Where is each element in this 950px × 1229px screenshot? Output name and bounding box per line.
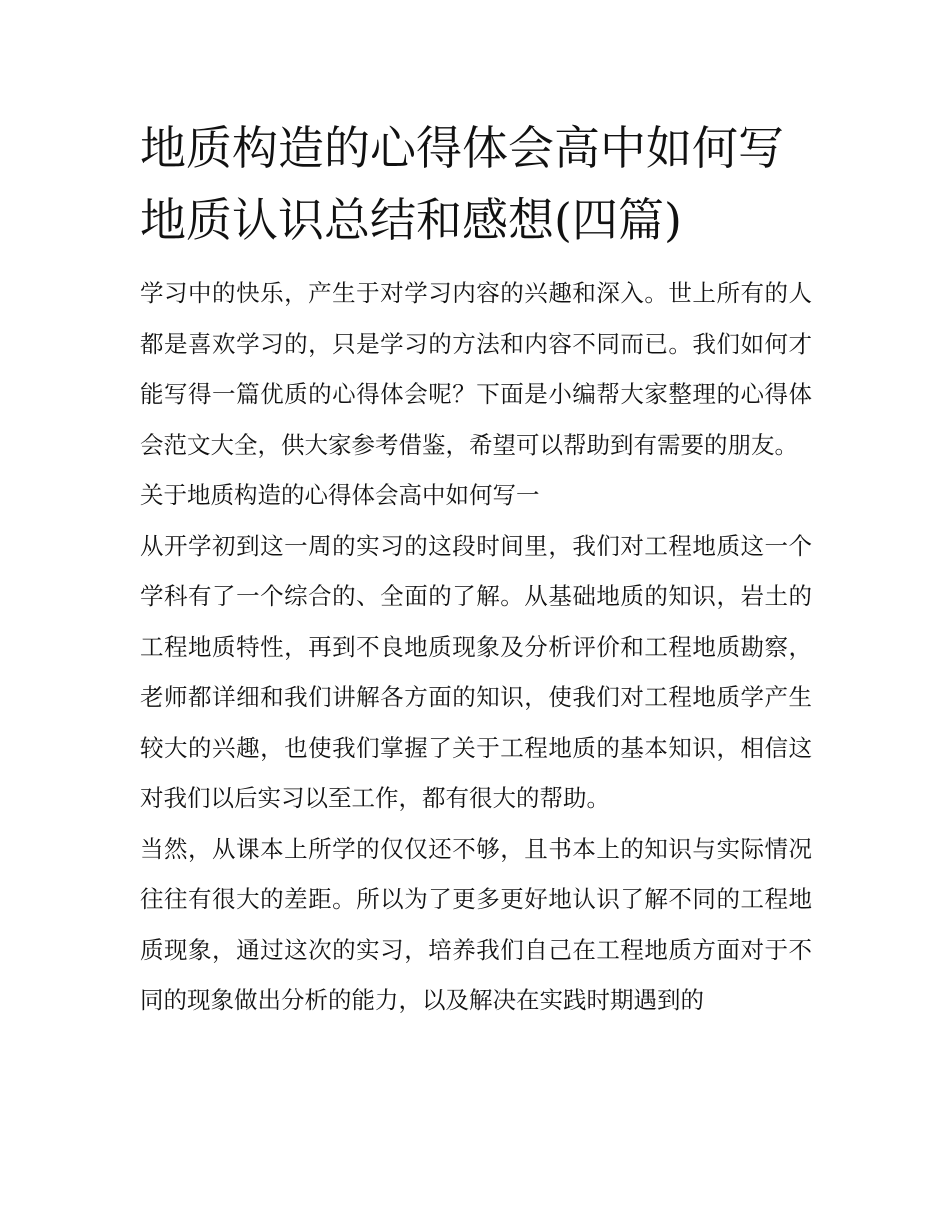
body-paragraph-2: 当然，从课本上所学的仅仅还不够，且书本上的知识与实际情况往往有很大的差距。所以为了更多更好地认识了解不同的工程地质现象，通过这次的实习，培养我们自己在工程地质方面对于不同的现象做出分析的能力，以及解决在实践时期遇到的 <box>140 834 812 1014</box>
intro-paragraph: 学习中的快乐，产生于对学习内容的兴趣和深入。世上所有的人都是喜欢学习的，只是学习的方法和内容不同而已。我们如何才能写得一篇优质的心得体会呢？下面是小编帮大家整理的心得体会范文大全，供大家参考借鉴，希望可以帮助到有需要的朋友。 <box>140 279 812 459</box>
document-page <box>140 112 812 1026</box>
section-heading: 关于地质构造的心得体会高中如何写一 <box>140 481 540 509</box>
body-paragraph-1: 从开学初到这一周的实习的这段时间里，我们对工程地质这一个学科有了一个综合的、全面的了解。从基础地质的知识，岩土的工程地质特性，再到不良地质现象及分析评价和工程地质勘察，老师都详细和我们讲解各方面的知识，使我们对工程地质学产生较大的兴趣，也使我们掌握了关于工程地质的基本知识，相信这对我们以后实习以至工作，都有很大的帮助。 <box>140 531 812 812</box>
document-title: 地质构造的心得体会高中如何写 地质认识总结和感想(四篇) <box>140 121 784 247</box>
